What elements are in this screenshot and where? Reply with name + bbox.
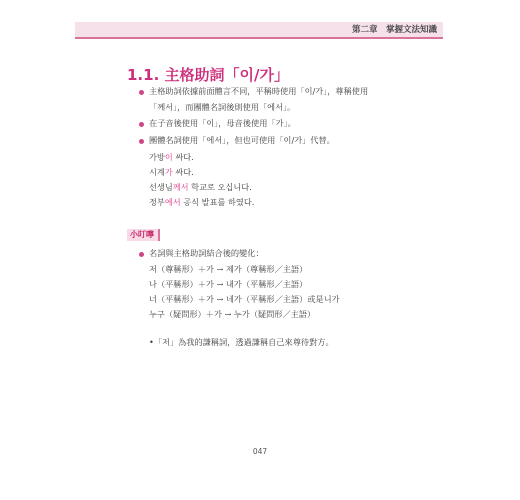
- tip-intro: 名詞與主格助詞結合後的變化：: [149, 248, 264, 258]
- example-stem: 가방: [149, 152, 165, 162]
- chapter-title: 第二章 掌握文法知識: [351, 25, 437, 35]
- tip-line: 나（平稱形）＋가 → 내가（平稱形／主語）: [149, 279, 308, 289]
- particle-highlight: 에서: [164, 197, 181, 207]
- tip-label: 小叮嚀: [127, 229, 160, 241]
- example-sentence: [149, 182, 252, 193]
- example-sentence: [149, 152, 194, 163]
- example-stem: 시계: [149, 167, 165, 177]
- particle-highlight: 께서: [172, 182, 189, 192]
- example-rest: 싸다.: [172, 152, 194, 162]
- tip-note: •「저」為我的謙稱詞，透過謙稱自己來尊待對方。: [149, 337, 334, 347]
- bullet-text: 在子音後使用「이」，母音後使用「가」。: [149, 118, 296, 128]
- bullet-dot: [139, 139, 144, 144]
- example-sentence: [149, 197, 254, 208]
- example-stem: 선생님: [149, 182, 173, 192]
- tip-line: 너（平稱形）＋가 → 네가（平稱形／主語）或是니가: [149, 294, 340, 304]
- section-title: 1.1. 主格助詞「이/가」: [127, 66, 289, 84]
- bullet-dot: [139, 90, 144, 95]
- example-rest: 싸다.: [172, 167, 194, 177]
- particle-highlight: 가: [164, 167, 173, 177]
- example-sentence: [149, 167, 194, 178]
- tip-line: 누구（疑問形）＋가 → 누가（疑問形／主語）: [149, 309, 316, 319]
- example-rest: 학교로 오십니다.: [188, 182, 252, 192]
- bullet-text: 主格助詞依據前面體言不同，平稱時使用「이/가」，尊稱使用: [149, 86, 369, 96]
- bullet-text: 團體名詞使用「에서」，但也可使用「이/가」代替。: [149, 135, 335, 145]
- example-stem: 정부: [149, 197, 165, 207]
- header-rule: [75, 37, 443, 39]
- bullet-text-continued: 「께서」，而團體名詞後則使用「에서」。: [149, 102, 296, 112]
- tip-line: 저（尊稱形）＋가 → 제가（尊稱形／主語）: [149, 264, 308, 274]
- bullet-dot: [139, 122, 144, 127]
- particle-highlight: 이: [164, 152, 173, 162]
- example-rest: 공식 발표를 하였다.: [180, 197, 255, 207]
- bullet-dot: [139, 252, 144, 257]
- page-number: 047: [252, 447, 268, 456]
